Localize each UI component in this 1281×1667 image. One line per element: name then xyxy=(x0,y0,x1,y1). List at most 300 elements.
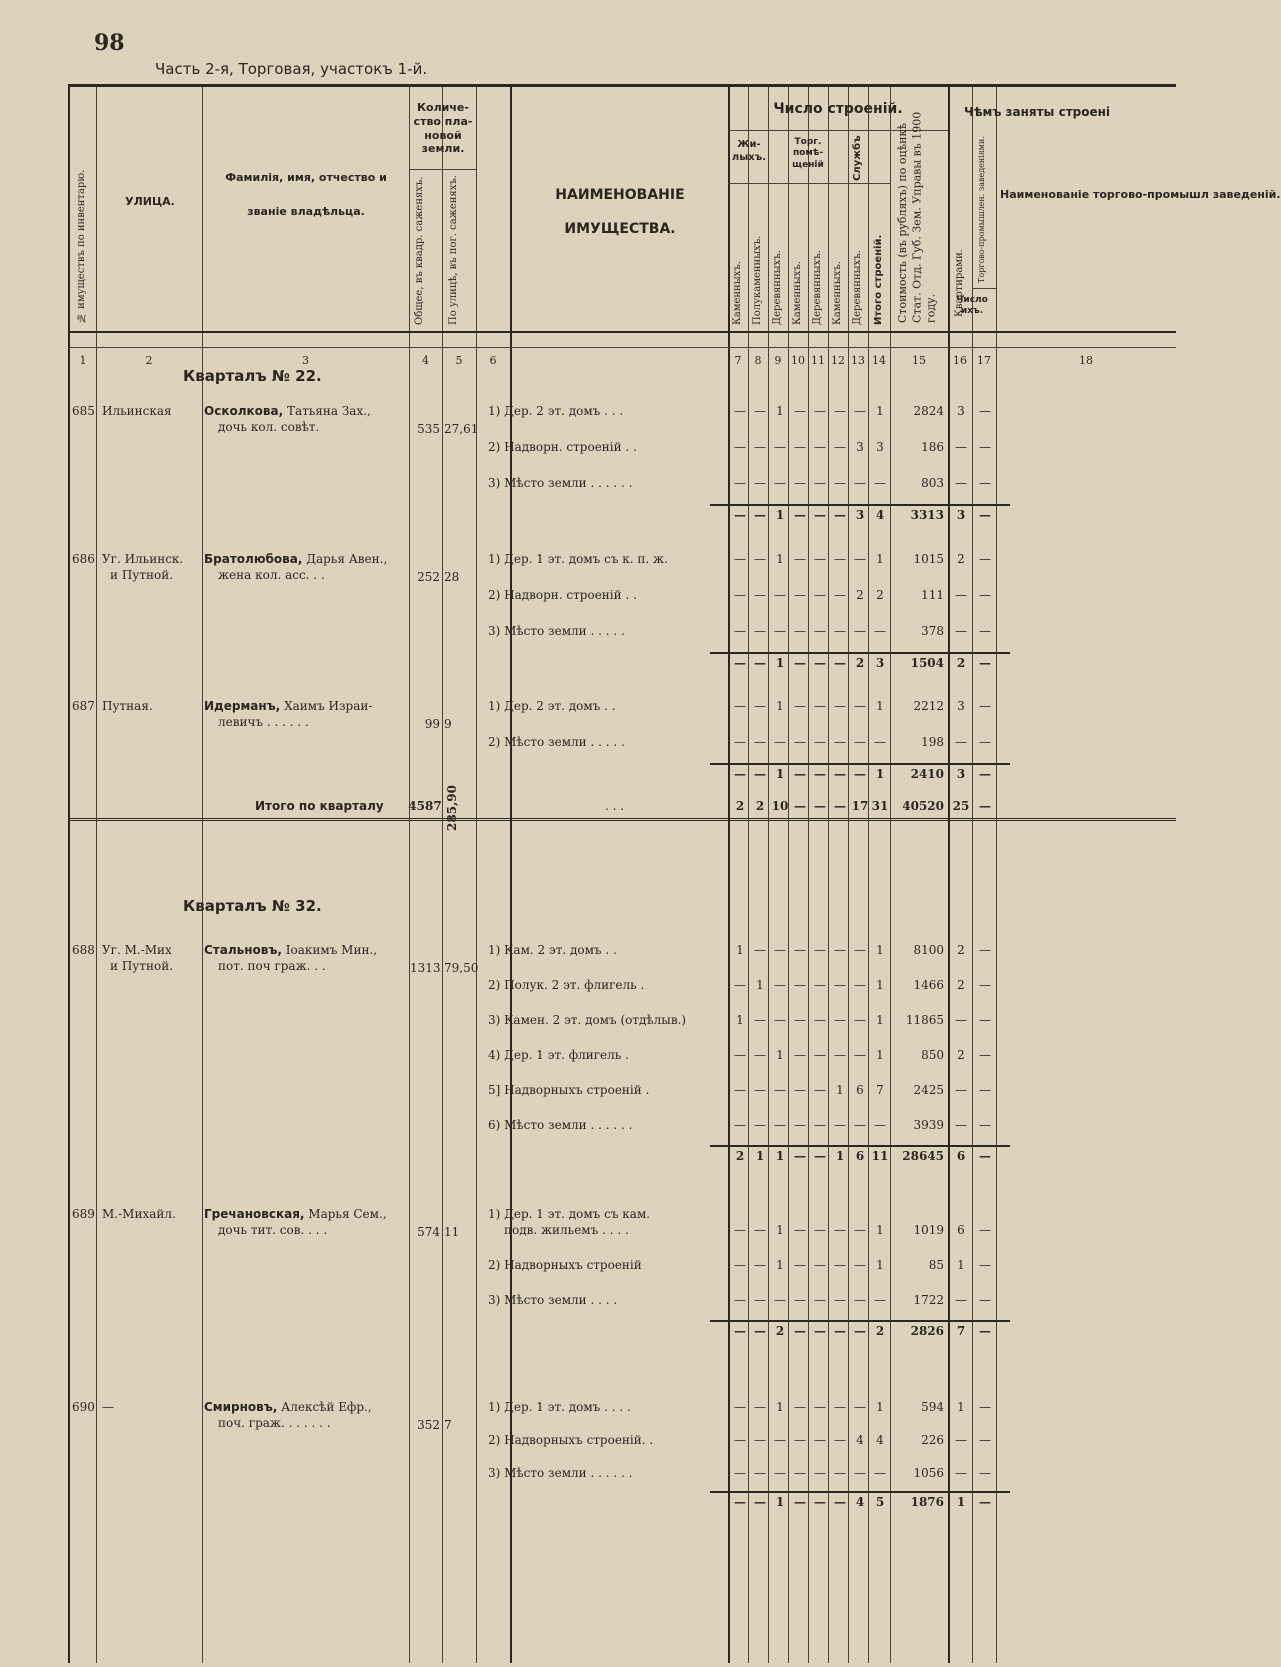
item-cell: — xyxy=(834,1013,846,1027)
item-total: 1 xyxy=(876,699,884,713)
property-item: 3) Мѣсто земли . . . . . xyxy=(488,624,625,638)
item-cell: — xyxy=(814,943,826,957)
quarter-total-land: 4587 xyxy=(408,799,442,813)
street-frontage: 27,61 xyxy=(444,422,479,436)
subtotal-trade: — xyxy=(979,1324,991,1338)
subtotal-trade: — xyxy=(979,1495,991,1509)
item-cell: — xyxy=(774,1083,786,1097)
subtotal-rule xyxy=(710,652,1010,654)
item-cell: — xyxy=(854,943,866,957)
subtotal-cell: 6 xyxy=(855,1149,865,1163)
item-apartments: 2 xyxy=(957,1048,965,1062)
item-cell: — xyxy=(834,1118,846,1132)
header-living: Жи- лыхъ. xyxy=(731,139,767,163)
subtotal-rule xyxy=(710,1145,1010,1147)
header-wood-1: Деревянныхъ. xyxy=(772,250,783,325)
street-name: Уг. М.-Мих xyxy=(102,943,172,957)
item-total: 1 xyxy=(876,1258,884,1272)
header-wood-2: Деревянныхъ. xyxy=(812,250,823,325)
item-cell: — xyxy=(754,552,766,566)
item-trade: — xyxy=(979,978,991,992)
item-value: 850 xyxy=(921,1048,944,1062)
item-apartments: 1 xyxy=(957,1258,965,1272)
item-cell: — xyxy=(814,588,826,602)
item-cell: — xyxy=(814,735,826,749)
header-land: Количе- ство пла- новой земли. xyxy=(413,101,473,156)
property-item: 2) Надворныхъ строеній. . xyxy=(488,1433,654,1447)
item-apartments: — xyxy=(955,1433,967,1447)
item-apartments: 2 xyxy=(957,552,965,566)
property-item: 3) Камен. 2 эт. домъ (отдѣлыв.) xyxy=(488,1013,687,1027)
subtotal-value: 2410 xyxy=(910,767,944,781)
item-value: 198 xyxy=(921,735,944,749)
owner-surname: Идерманъ, xyxy=(204,699,281,713)
item-cell: — xyxy=(754,440,766,454)
subtotal-cell: — xyxy=(734,767,746,781)
street-name-2: и Путной. xyxy=(110,568,174,582)
street-frontage: 9 xyxy=(444,717,452,731)
item-total: — xyxy=(874,476,886,490)
item-total: 7 xyxy=(876,1083,884,1097)
header-land-total: Общее, въ квадр. саженяхъ. xyxy=(414,176,425,325)
item-total: 1 xyxy=(876,1013,884,1027)
page-number: 98 xyxy=(94,30,125,56)
item-cell: 1 xyxy=(736,1013,744,1027)
item-trade: — xyxy=(979,552,991,566)
subtotal-value: 1504 xyxy=(910,656,944,670)
item-cell: — xyxy=(794,1118,806,1132)
subtotal-cell: — xyxy=(814,1149,826,1163)
inventory-no: 686 xyxy=(72,552,95,566)
item-value: 8100 xyxy=(913,943,944,957)
item-value: 1019 xyxy=(913,1223,944,1237)
item-value: 186 xyxy=(921,440,944,454)
header-service: Службъ xyxy=(852,135,863,181)
item-cell: — xyxy=(814,1118,826,1132)
column-number: 12 xyxy=(831,354,845,367)
quarter-total-cell: 2 xyxy=(735,799,745,813)
owner-surname: Осколкова, xyxy=(204,404,284,418)
street-frontage: 11 xyxy=(444,1225,460,1239)
item-cell: — xyxy=(834,978,846,992)
subtotal-value: 1876 xyxy=(910,1495,944,1509)
subtotal-cell: — xyxy=(734,508,746,522)
item-value: 1056 xyxy=(913,1466,944,1480)
item-cell: — xyxy=(834,699,846,713)
subtotal-apartments: 2 xyxy=(956,656,966,670)
item-cell: — xyxy=(794,404,806,418)
subtotal-cell: 1 xyxy=(775,767,785,781)
subtotal-rule xyxy=(710,1320,1010,1322)
header-trade: Торг. помѣ- щеній xyxy=(792,137,824,170)
item-cell: — xyxy=(854,1118,866,1132)
item-cell: — xyxy=(814,1293,826,1307)
item-cell: — xyxy=(814,624,826,638)
item-apartments: — xyxy=(955,1083,967,1097)
item-cell: — xyxy=(774,1118,786,1132)
item-cell: — xyxy=(794,1293,806,1307)
owner-surname: Смирновъ, xyxy=(204,1400,278,1414)
subtotal-total: 3 xyxy=(875,656,885,670)
subtotal-value: 28645 xyxy=(902,1149,944,1163)
column-number: 10 xyxy=(791,354,805,367)
header-stone-1: Каменныхъ. xyxy=(732,261,743,325)
owner-name: Смирновъ, Алексѣй Ефр., xyxy=(204,1400,372,1414)
property-item: 1) Дер. 2 эт. домъ . . . xyxy=(488,404,624,418)
header-stone-2: Каменныхъ. xyxy=(792,261,803,325)
quarter-total-cell: 2 xyxy=(755,799,765,813)
item-apartments: — xyxy=(955,1293,967,1307)
item-value: 1722 xyxy=(913,1293,944,1307)
property-item: 2) Мѣсто земли . . . . . xyxy=(488,735,625,749)
subtotal-apartments: 3 xyxy=(956,508,966,522)
item-cell: — xyxy=(814,1013,826,1027)
column-number: 11 xyxy=(811,354,825,367)
item-total: — xyxy=(874,735,886,749)
item-cell: — xyxy=(774,588,786,602)
item-cell: — xyxy=(754,624,766,638)
item-cell: — xyxy=(754,1083,766,1097)
header-trade-enterprises: Торгово-промышлен. заведеніями. xyxy=(977,136,986,283)
header-street: УЛИЦА. xyxy=(125,195,175,208)
item-cell: 1 xyxy=(776,1258,784,1272)
item-cell: — xyxy=(774,624,786,638)
item-value: 85 xyxy=(928,1258,944,1272)
land-area: 99 xyxy=(424,717,440,731)
subtotal-cell: — xyxy=(794,767,806,781)
subtotal-cell: — xyxy=(794,656,806,670)
quarter-total-value: 40520 xyxy=(902,799,944,813)
item-trade: — xyxy=(979,699,991,713)
item-cell: 1 xyxy=(776,1223,784,1237)
item-cell: — xyxy=(854,1223,866,1237)
owner-surname: Стальновъ, xyxy=(204,943,282,957)
subtotal-cell: — xyxy=(734,1324,746,1338)
item-cell: — xyxy=(814,1048,826,1062)
header-property: НАИМЕНОВАНІЕ ИМУЩЕСТВА. xyxy=(555,187,685,237)
subtotal-cell: 2 xyxy=(735,1149,745,1163)
street-frontage: 79,50 xyxy=(444,961,479,975)
subtotal-cell: — xyxy=(794,1324,806,1338)
subtotal-cell: — xyxy=(814,1495,826,1509)
column-number: 9 xyxy=(774,354,782,367)
item-cell: — xyxy=(774,1293,786,1307)
item-apartments: 2 xyxy=(957,943,965,957)
header-inventory-no: № имуществъ по инвентарю. xyxy=(76,169,87,323)
header-value: Стоимость (въ рубляхъ) по оцѣнкѣ Стат. Отд. Губ. Зем. Управы въ 1900 году. xyxy=(896,111,938,323)
item-value: 594 xyxy=(921,1400,944,1414)
item-value: 2425 xyxy=(913,1083,944,1097)
item-cell: — xyxy=(794,1083,806,1097)
subtotal-cell: — xyxy=(754,508,766,522)
street-name: Путная. xyxy=(102,699,153,713)
property-item: 6) Мѣсто земли . . . . . . xyxy=(488,1118,633,1132)
item-cell: — xyxy=(754,1048,766,1062)
subtotal-apartments: 7 xyxy=(956,1324,966,1338)
item-trade: — xyxy=(979,943,991,957)
item-total: — xyxy=(874,624,886,638)
item-trade: — xyxy=(979,440,991,454)
property-item: 1) Кам. 2 эт. домъ . . xyxy=(488,943,617,957)
item-apartments: 6 xyxy=(957,1223,965,1237)
item-cell: — xyxy=(794,552,806,566)
item-trade: — xyxy=(979,476,991,490)
property-item: 1) Дер. 1 эт. домъ съ кам. xyxy=(488,1207,651,1221)
quarter-total-cell: — xyxy=(794,799,806,813)
item-total: 2 xyxy=(876,588,884,602)
item-cell: — xyxy=(774,1466,786,1480)
item-cell: — xyxy=(814,1466,826,1480)
item-trade: — xyxy=(979,1433,991,1447)
item-cell: — xyxy=(794,1013,806,1027)
item-total: 1 xyxy=(876,1048,884,1062)
owner-name: Гречановская, Марья Сем., xyxy=(204,1207,387,1221)
item-cell: — xyxy=(834,440,846,454)
item-cell: — xyxy=(854,978,866,992)
item-apartments: — xyxy=(955,440,967,454)
inventory-no: 687 xyxy=(72,699,95,713)
item-apartments: — xyxy=(955,476,967,490)
subtotal-cell: — xyxy=(834,767,846,781)
item-cell: — xyxy=(854,624,866,638)
item-cell: — xyxy=(814,1433,826,1447)
item-trade: — xyxy=(979,1118,991,1132)
subtotal-cell: — xyxy=(854,767,866,781)
street-name: — xyxy=(102,1400,114,1414)
subtotal-trade: — xyxy=(979,767,991,781)
item-cell: — xyxy=(834,624,846,638)
header-buildings: Число строеній. xyxy=(773,101,903,117)
item-cell: — xyxy=(734,588,746,602)
subtotal-rule xyxy=(710,763,1010,765)
subtotal-cell: — xyxy=(754,1495,766,1509)
property-item: 5] Надворныхъ строеній . xyxy=(488,1083,650,1097)
column-number: 3 xyxy=(302,354,309,367)
item-cell: — xyxy=(794,699,806,713)
item-cell: — xyxy=(794,943,806,957)
item-cell: — xyxy=(854,1048,866,1062)
item-cell: — xyxy=(734,1433,746,1447)
header-apartments: Квартирами. xyxy=(954,249,965,317)
subtotal-cell: 1 xyxy=(775,1149,785,1163)
item-value: 226 xyxy=(921,1433,944,1447)
item-cell: — xyxy=(794,1048,806,1062)
item-cell: — xyxy=(794,1258,806,1272)
street-frontage: 7 xyxy=(444,1418,452,1432)
item-total: 3 xyxy=(876,440,884,454)
quarter-total-label: Итого по кварталу xyxy=(255,799,384,813)
property-item: 3) Мѣсто земли . . . . xyxy=(488,1293,618,1307)
owner-surname: Гречановская, xyxy=(204,1207,305,1221)
item-cell: — xyxy=(734,404,746,418)
column-number: 7 xyxy=(734,354,742,367)
item-value: 378 xyxy=(921,624,944,638)
item-cell: — xyxy=(794,588,806,602)
item-cell: — xyxy=(754,735,766,749)
item-cell: — xyxy=(734,1048,746,1062)
column-number: 14 xyxy=(872,354,886,367)
subtotal-cell: — xyxy=(834,508,846,522)
header-land-street: По улицѣ, въ пог. саженяхъ. xyxy=(448,175,459,325)
item-cell: — xyxy=(834,476,846,490)
item-cell: — xyxy=(734,1293,746,1307)
inventory-no: 689 xyxy=(72,1207,95,1221)
quarter-total-total: 31 xyxy=(871,799,889,813)
item-cell: — xyxy=(754,1118,766,1132)
quarter-total-cell: — xyxy=(814,799,826,813)
item-cell: — xyxy=(734,440,746,454)
quarter-total-cell: — xyxy=(834,799,846,813)
item-cell: — xyxy=(834,1258,846,1272)
inventory-no: 688 xyxy=(72,943,95,957)
inventory-no: 685 xyxy=(72,404,95,418)
item-trade: — xyxy=(979,1293,991,1307)
item-cell: — xyxy=(814,978,826,992)
subtotal-apartments: 6 xyxy=(956,1149,966,1163)
owner-title: поч. граж. . . . . . . xyxy=(218,1416,331,1430)
subtotal-trade: — xyxy=(979,656,991,670)
item-apartments: 3 xyxy=(957,404,965,418)
item-cell: — xyxy=(734,1223,746,1237)
item-cell: 1 xyxy=(776,699,784,713)
header-trade-names: Наименованіе торгово-промышл заведеній. xyxy=(1000,188,1281,201)
subtotal-cell: — xyxy=(734,656,746,670)
item-trade: — xyxy=(979,1400,991,1414)
section-title: Часть 2-я, Торговая, участокъ 1-й. xyxy=(155,60,428,78)
item-cell: — xyxy=(834,1293,846,1307)
subtotal-cell: 1 xyxy=(755,1149,765,1163)
item-cell: — xyxy=(734,476,746,490)
item-total: — xyxy=(874,1293,886,1307)
item-total: — xyxy=(874,1466,886,1480)
item-trade: — xyxy=(979,1013,991,1027)
subtotal-cell: 3 xyxy=(855,508,865,522)
street-frontage: 28 xyxy=(444,570,460,584)
subtotal-total: 4 xyxy=(875,508,885,522)
subtotal-apartments: 1 xyxy=(956,1495,966,1509)
inventory-no: 690 xyxy=(72,1400,95,1414)
item-cell: — xyxy=(854,1466,866,1480)
column-number: 4 xyxy=(422,354,429,367)
item-cell: — xyxy=(834,943,846,957)
column-number: 2 xyxy=(145,354,153,367)
column-number: 6 xyxy=(489,354,497,367)
item-total: 1 xyxy=(876,404,884,418)
item-cell: — xyxy=(754,943,766,957)
item-cell: — xyxy=(854,552,866,566)
item-cell: — xyxy=(774,978,786,992)
column-number: 13 xyxy=(851,354,865,367)
item-total: — xyxy=(874,1118,886,1132)
owner-name: Осколкова, Татьяна Зах., xyxy=(204,404,371,418)
item-cell: — xyxy=(814,1223,826,1237)
item-cell: — xyxy=(814,1258,826,1272)
item-cell: — xyxy=(774,1013,786,1027)
item-cell: — xyxy=(834,1048,846,1062)
item-cell: — xyxy=(734,699,746,713)
item-cell: — xyxy=(814,699,826,713)
item-cell: — xyxy=(754,1013,766,1027)
item-cell: — xyxy=(814,404,826,418)
subtotal-total: 11 xyxy=(871,1149,889,1163)
item-cell: 3 xyxy=(856,440,864,454)
subtotal-apartments: 3 xyxy=(956,767,966,781)
item-apartments: — xyxy=(955,624,967,638)
column-number: 16 xyxy=(953,354,967,367)
item-value: 803 xyxy=(921,476,944,490)
item-cell: — xyxy=(834,1433,846,1447)
item-cell: 1 xyxy=(776,404,784,418)
item-cell: — xyxy=(754,699,766,713)
item-cell: — xyxy=(754,404,766,418)
item-apartments: — xyxy=(955,1118,967,1132)
subtotal-cell: — xyxy=(794,1149,806,1163)
item-total: 4 xyxy=(876,1433,884,1447)
subtotal-cell: — xyxy=(854,1324,866,1338)
subtotal-cell: — xyxy=(814,1324,826,1338)
item-apartments: — xyxy=(955,1466,967,1480)
subtotal-value: 2826 xyxy=(910,1324,944,1338)
subtotal-cell: — xyxy=(814,656,826,670)
item-cell: — xyxy=(734,1118,746,1132)
item-cell: — xyxy=(814,440,826,454)
item-cell: 1 xyxy=(756,978,764,992)
item-cell: — xyxy=(854,735,866,749)
item-cell: — xyxy=(794,1400,806,1414)
item-cell: — xyxy=(774,440,786,454)
item-cell: — xyxy=(734,978,746,992)
header-owner: Фамилія, имя, отчество и званіе владѣльца. xyxy=(225,171,387,219)
item-cell: — xyxy=(834,588,846,602)
item-cell: — xyxy=(854,699,866,713)
item-value: 2212 xyxy=(913,699,944,713)
property-item: 1) Дер. 2 эт. домъ . . xyxy=(488,699,616,713)
item-cell: — xyxy=(754,1466,766,1480)
header-halfstone: Полукаменныхъ. xyxy=(752,235,763,325)
item-cell: 1 xyxy=(776,1048,784,1062)
item-cell: — xyxy=(794,476,806,490)
column-number: 8 xyxy=(754,354,762,367)
item-cell: 1 xyxy=(836,1083,844,1097)
item-total: 1 xyxy=(876,1400,884,1414)
owner-title: дочь кол. совѣт. xyxy=(218,420,320,434)
item-cell: 4 xyxy=(856,1433,864,1447)
property-item: 3) Мѣсто земли . . . . . . xyxy=(488,1466,633,1480)
quarter-total-cell: 10 xyxy=(771,799,789,813)
item-value: 111 xyxy=(921,588,944,602)
property-item: 2) Надворныхъ строеній xyxy=(488,1258,642,1272)
header-wood-3: Деревянныхъ. xyxy=(852,250,863,325)
item-cell: — xyxy=(854,1013,866,1027)
item-cell: — xyxy=(734,624,746,638)
item-apartments: 1 xyxy=(957,1400,965,1414)
item-cell: — xyxy=(834,552,846,566)
item-cell: — xyxy=(834,1466,846,1480)
quarter-total-cell: 17 xyxy=(851,799,869,813)
quarter-total-front: 285,90 xyxy=(445,785,459,831)
subtotal-cell: — xyxy=(834,1495,846,1509)
item-cell: — xyxy=(834,735,846,749)
subtotal-value: 3313 xyxy=(910,508,944,522)
subtotal-cell: 1 xyxy=(835,1149,845,1163)
property-table xyxy=(68,84,1281,1663)
land-area: 574 xyxy=(417,1225,440,1239)
item-cell: — xyxy=(794,1433,806,1447)
owner-name: Идерманъ, Хаимъ Израи- xyxy=(204,699,373,713)
column-number: 15 xyxy=(912,354,926,367)
item-apartments: 3 xyxy=(957,699,965,713)
subtotal-cell: — xyxy=(834,656,846,670)
